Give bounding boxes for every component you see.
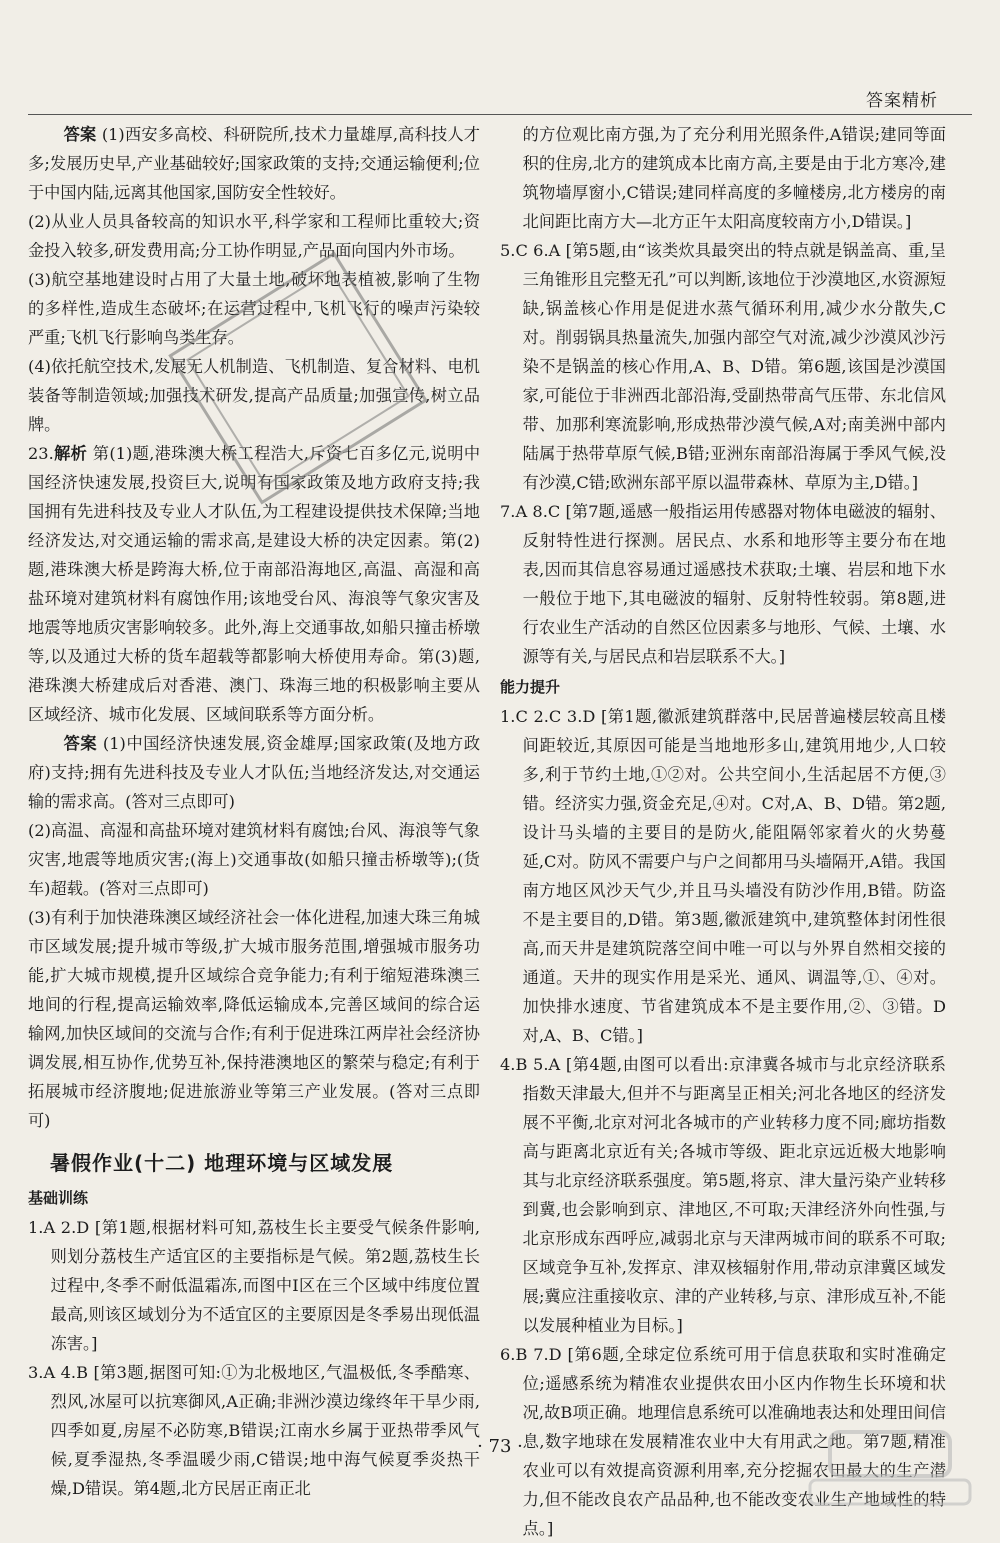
question-answer: 1.C 2.C 3.D [第1题,徽派建筑群落中,民居普遍楼层较高且楼间距较近,其原因可能是当地地形多山,建筑用地少,人口较多,利于节约土地,①②对。公共空间小,生活起居不方便,③错。经济实力强,资金充足,④对。C对,A、B、D错。第2题,设计马头墙的主要目的是防火,能阻隔邻家着火的火势蔓延,C对。防风不需要户与户之间都用马头墙隔开,A错。我国南方地区风沙天气少,并且马头墙没有防沙作用,B错。防盗不是主要目的,D错。第3题,徽派建筑中,建筑整体封闭性很高,而天井是建筑院落空间中唯一可以与外界自然相交接的通道。天井的现实作用是采光、通风、调温等,①、④对。加快排水速度、节省建筑成本不是主要作用,②、③错。D对,A、B、C错。]: [500, 707, 946, 1045]
answer-paragraph: (4)依托航空技术,发展无人机制造、飞机制造、复合材料、电机装备等制造领域;加强技术研发,提高产品质量;加强宣传,树立品牌。: [28, 357, 480, 434]
answer-paragraph: [28, 120, 480, 207]
question-number: 23.: [28, 444, 54, 463]
question-answer: 4.B 5.A [第4题,由图可以看出:京津冀各城市与北京经济联系指数天津最大,但并不与距离呈正相关;河北各地区的经济发展不平衡,北京对河北各城市的产业转移力度不同;廊坊指数高与距离北京近有关;各城市等级、距北京远近极大地影响其与北京经济联系强度。第5题,将京、津大量污染产业转移到冀,也会影响到京、津地区,不可取;天津经济外向性强,与北京形成东西呼应,减弱北京与天津两城市间的联系不可取;区域竞争互补,发挥京、津双核辐射作用,带动京津冀区域发展;冀应注重接收京、津的产业转移,与京、津形成互补,不能以发展种植业为目标。]: [500, 1055, 946, 1335]
answer-paragraph: (2)从业人员具备较高的知识水平,科学家和工程师比重较大;资金投入较多,研发费用高;分工协作明显,产品面向国内外市场。: [28, 212, 480, 260]
answer-text: (1)中国经济快速发展,资金雄厚;国家政策(及地方政府)支持;拥有先进科技及专业人才队伍;当地经济发达,对交通运输的需求高。(答对三点即可): [28, 734, 481, 811]
watermark-logo: [800, 1428, 980, 1508]
answer-label: 答案: [63, 734, 98, 753]
analysis-label: 解析: [53, 444, 88, 463]
analysis-text: 第(1)题,港珠澳大桥工程浩大,斥资七百多亿元,说明中国经济快速发展,投资巨大,说明有国家政策及地方政府支持;我国拥有先进科技及专业人才队伍,为工程建设提供技术保障;当地经济发达,对交通运输的需求高,是建设大桥的决定因素。第(2)题,港珠澳大桥是跨海大桥,位于南部沿海地区,高温、高湿和高盐环境对建筑材料有腐蚀作用;该地受台风、海浪等气象灾害及地震等地质灾害影响较多。此外,海上交通事故,如船只撞击桥墩等,以及通过大桥的货车超载等都影响大桥使用寿命。第(3)题,港珠澳大桥建成后对香港、澳门、珠海三地的积极影响主要从区域经济、城市化发展、区域间联系等方面分析。: [28, 444, 481, 724]
right-column: [500, 120, 946, 1543]
answer-text: (1)西安多高校、科研院所,技术力量雄厚,高科技人才多;发展历史早,产业基础较好;国家政策的支持;交通运输便利;位于中国内陆,远离其他国家,国防安全性较好。: [28, 125, 480, 202]
question-answer: 5.C 6.A [第5题,由“该类炊具最突出的特点就是锅盖高、重,呈三角锥形且完整无孔”可以判断,该地位于沙漠地区,水资源短缺,锅盖核心作用是促进水蒸气循环利用,减少水分散失,C对。削弱锅具热量流失,加强内部空气对流,减少沙漠风沙污染不是锅盖的核心作用,A、B、D错。第6题,该国是沙漠国家,可能位于非洲西北部沿海,受副热带高气压带、东北信风带、加那利寒流影响,形成热带沙漠气候,A对;南美洲中部内陆属于热带草原气候,B错;亚洲东南部沿海属于季风气候,没有沙漠,C错;欧洲东部平原以温带森林、草原为主,D错。]: [500, 241, 946, 492]
running-header: 答案精析: [866, 91, 938, 111]
question-answer: 6.B 7.D [第6题,全球定位系统可用于信息获取和实时准确定位;遥感系统为精准农业提供农田小区内作物生长环境和状况,故B项正确。地理信息系统可以准确地表达和处理田间信息,数字地球在发展精准农业中大有用武之地。第7题,精准农业可以有效提高资源利用率,充分挖掘农田最大的生产潜力,但不能改良农产品品种,也不能改变农业生产地域性的特点。]: [500, 1345, 946, 1538]
page-number: · 73 ·: [477, 1436, 523, 1457]
question-answer-continued: 的方位观比南方强,为了充分利用光照条件,A错误;建同等面积的住房,北方的建筑成本比南方高,主要是由于北方寒冷,建筑物墙厚窗小,C错误;建同样高度的多幢楼房,北方楼房的南北间距比南方大—北方正午太阳高度较南方小,D错误。]: [522, 125, 946, 231]
question-answer: 7.A 8.C [第7题,遥感一般指运用传感器对物体电磁波的辐射、反射特性进行探测。居民点、水系和地形等主要分布在地表,因而其信息容易通过遥感技术获取;土壤、岩层和地下水一般位于地下,其电磁波的辐射、反射特性较弱。第8题,进行农业生产活动的自然区位因素多与地形、气候、土壤、水源等有关,与居民点和岩层联系不大。]: [500, 502, 946, 666]
question-answer: 1.A 2.D [第1题,根据材料可知,荔枝生长主要受气候条件影响,则划分荔枝生产适宜区的主要指标是气候。第2题,荔枝生长过程中,冬季不耐低温霜冻,而图中Ⅰ区在三个区域中纬度位置最高,则该区域划分为不适宜区的主要原因是冬季易出现低温冻害。]: [28, 1218, 480, 1353]
subheading-basic: 基础训练: [28, 1189, 89, 1207]
subheading-advanced: 能力提升: [500, 678, 561, 696]
answer-paragraph: (3)有利于加快港珠澳区域经济社会一体化进程,加速大珠三角城市区域发展;提升城市等级,扩大城市服务范围,增强城市服务功能,扩大城市规模,提升区域综合竞争能力;有利于缩短港珠澳三地间的行程,提高运输效率,降低运输成本,完善区域间的综合运输网,加快区域间的交流与合作;有利于促进珠江两岸社会经济协调发展,相互协作,优势互补,保持港澳地区的繁荣与稳定;有利于拓展城市经济腹地;促进旅游业等第三产业发展。(答对三点即可): [28, 908, 480, 1130]
answer-label: 答案: [63, 125, 97, 144]
answer-paragraph: (2)高温、高湿和高盐环境对建筑材料有腐蚀;台风、海浪等气象灾害,地震等地质灾害;(海上)交通事故(如船只撞击桥墩等);(货车)超载。(答对三点即可): [28, 821, 480, 898]
section-title: 暑假作业(十二) 地理环境与区域发展: [50, 1151, 394, 1175]
question-answer: 3.A 4.B [第3题,据图可知:①为北极地区,气温极低,冬季酷寒、烈风,冰屋可以抗寒御风,A正确;非洲沙漠边缘终年干旱少雨,四季如夏,房屋不必防寒,B错误;江南水乡属于亚热带季风气候,夏季湿热,冬季温暖少雨,C错误;地中海气候夏季炎热干燥,D错误。第4题,北方民居正南正北: [28, 1363, 480, 1498]
header-rule: [28, 114, 972, 115]
answer-paragraph: (3)航空基地建设时占用了大量土地,破坏地表植被,影响了生物的多样性,造成生态破坏;在运营过程中,飞机飞行的噪声污染较严重;飞机飞行影响鸟类生存。: [28, 270, 480, 347]
answer-paragraph: [28, 729, 480, 816]
